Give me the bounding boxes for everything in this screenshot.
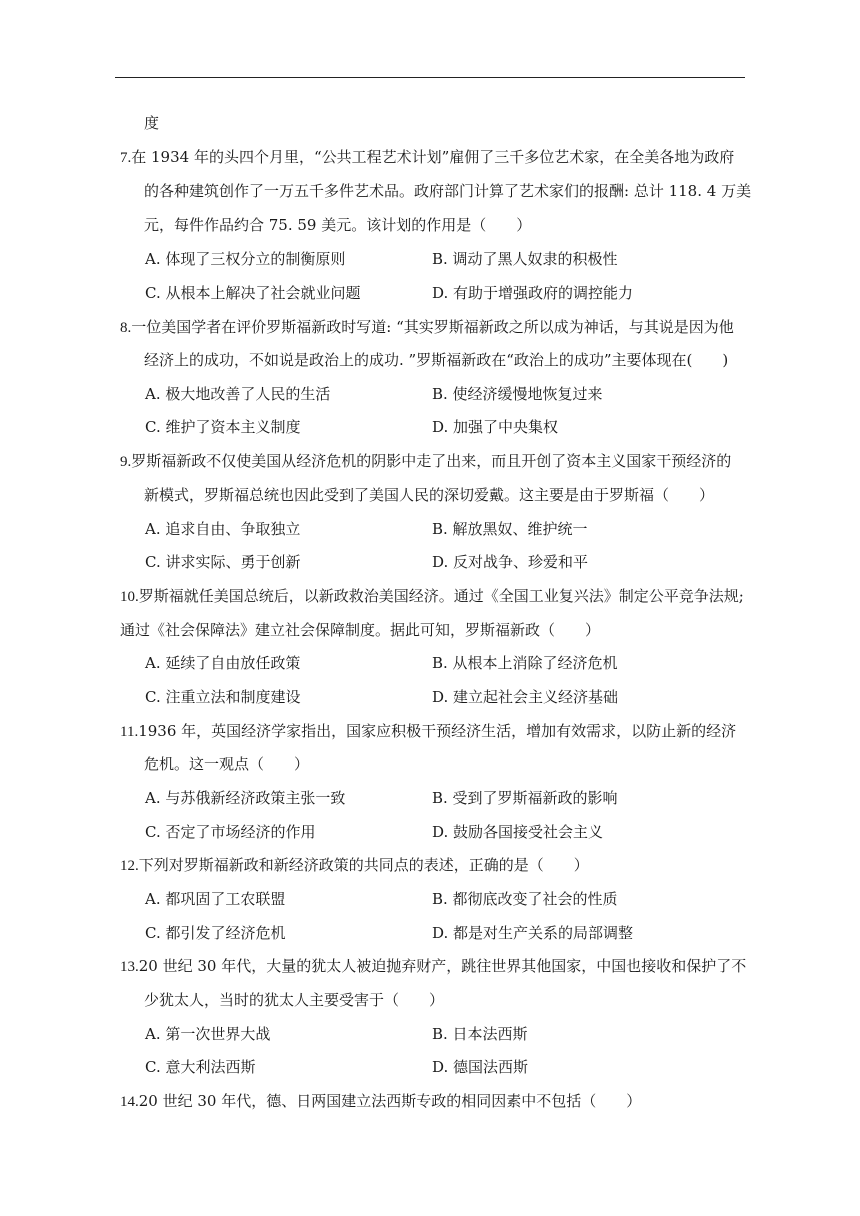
question-number: 12. — [120, 858, 139, 874]
carryover-text: 度 — [144, 114, 160, 132]
question-13-option-d[interactable]: D. 德国法西斯 — [432, 1058, 529, 1076]
question-7-option-d[interactable]: D. 有助于增强政府的调控能力 — [432, 284, 634, 302]
question-number: 11. — [120, 724, 139, 740]
question-13-option-b[interactable]: B. 日本法西斯 — [432, 1025, 528, 1043]
question-10-stem-line-2: 通过《社会保障法》建立社会保障制度。据此可知，罗斯福新政（ ） — [120, 621, 601, 639]
question-12-option-c[interactable]: C. 都引发了经济危机 — [145, 924, 286, 942]
question-number: 14. — [120, 1094, 139, 1110]
question-number: 13. — [120, 959, 139, 975]
question-8-stem-line-2: 经济上的成功，不如说是政治上的成功. ”罗斯福新政在“政治上的成功”主要体现在( ) — [144, 351, 729, 369]
question-13-option-c[interactable]: C. 意大利法西斯 — [145, 1058, 256, 1076]
question-9-option-a[interactable]: A. 追求自由、争取独立 — [145, 520, 301, 538]
question-11-option-a[interactable]: A. 与苏俄新经济政策主张一致 — [145, 789, 346, 807]
question-10-option-d[interactable]: D. 建立起社会主义经济基础 — [432, 688, 619, 706]
question-9-option-d[interactable]: D. 反对战争、珍爱和平 — [432, 553, 589, 571]
question-13-stem-line-2: 少犹太人，当时的犹太人主要受害于（ ） — [144, 991, 445, 1009]
question-9-stem-line-1: 9.罗斯福新政不仅使美国从经济危机的阴影中走了出来，而且开创了资本主义国家干预经济的 — [120, 452, 732, 470]
question-number: 9. — [120, 454, 132, 470]
question-10-option-a[interactable]: A. 延续了自由放任政策 — [145, 654, 301, 672]
question-7-option-a[interactable]: A. 体现了三权分立的制衡原则 — [145, 250, 346, 268]
question-number: 7. — [120, 150, 132, 166]
question-8-option-b[interactable]: B. 使经济缓慢地恢复过来 — [432, 385, 603, 403]
question-7-option-c[interactable]: C. 从根本上解决了社会就业问题 — [145, 284, 361, 302]
question-7-stem-line-3: 元，每件作品约合 75. 59 美元。该计划的作用是（ ） — [144, 216, 532, 234]
question-8-option-a[interactable]: A. 极大地改善了人民的生活 — [145, 385, 331, 403]
question-10-option-b[interactable]: B. 从根本上消除了经济危机 — [432, 654, 618, 672]
question-9-option-c[interactable]: C. 讲求实际、勇于创新 — [145, 553, 301, 571]
question-11-option-c[interactable]: C. 否定了市场经济的作用 — [145, 823, 316, 841]
question-12-option-a[interactable]: A. 都巩固了工农联盟 — [145, 890, 286, 908]
question-7-stem-line-1: 7.在 1934 年的头四个月里，“公共工程艺术计划”雇佣了三千多位艺术家，在全美各地为政府 — [120, 148, 735, 166]
question-8-option-c[interactable]: C. 维护了资本主义制度 — [145, 418, 301, 436]
question-12-option-d[interactable]: D. 都是对生产关系的局部调整 — [432, 924, 634, 942]
question-10-option-c[interactable]: C. 注重立法和制度建设 — [145, 688, 301, 706]
question-13-stem-line-1: 13.20 世纪 30 年代，大量的犹太人被迫抛弃财产，跳往世界其他国家，中国也接收和保护了不 — [120, 957, 747, 975]
question-11-stem-line-2: 危机。这一观点（ ） — [144, 755, 310, 773]
question-8-option-d[interactable]: D. 加强了中央集权 — [432, 418, 559, 436]
question-12-option-b[interactable]: B. 都彻底改变了社会的性质 — [432, 890, 618, 908]
question-9-stem-line-2: 新模式，罗斯福总统也因此受到了美国人民的深切爱戴。这主要是由于罗斯福（ ） — [144, 486, 715, 504]
question-11-stem-line-1: 11.1936 年，英国经济学家指出，国家应积极干预经济生活，增加有效需求，以防止新的经济 — [120, 722, 737, 740]
question-9-option-b[interactable]: B. 解放黑奴、维护统一 — [432, 520, 588, 538]
question-8-stem-line-1: 8.一位美国学者在评价罗斯福新政时写道: “其实罗斯福新政之所以成为神话，与其说是因为他 — [120, 318, 734, 336]
question-number: 8. — [120, 320, 132, 336]
question-14-stem-line-1: 14.20 世纪 30 年代，德、日两国建立法西斯专政的相同因素中不包括（ ） — [120, 1092, 642, 1110]
question-7-option-b[interactable]: B. 调动了黑人奴隶的积极性 — [432, 250, 618, 268]
header-rule — [115, 77, 745, 78]
question-10-stem-line-1: 10.罗斯福就任美国总统后，以新政救治美国经济。通过《全国工业复兴法》制定公平竞争法规; — [120, 587, 744, 605]
question-12-stem-line-1: 12.下列对罗斯福新政和新经济政策的共同点的表述，正确的是（ ） — [120, 856, 589, 874]
question-11-option-b[interactable]: B. 受到了罗斯福新政的影响 — [432, 789, 618, 807]
question-13-option-a[interactable]: A. 第一次世界大战 — [145, 1025, 271, 1043]
question-11-option-d[interactable]: D. 鼓励各国接受社会主义 — [432, 823, 604, 841]
question-number: 10. — [120, 589, 139, 605]
question-7-stem-line-2: 的各种建筑创作了一万五千多件艺术品。政府部门计算了艺术家们的报酬: 总计 118. 4 万美 — [144, 182, 752, 200]
